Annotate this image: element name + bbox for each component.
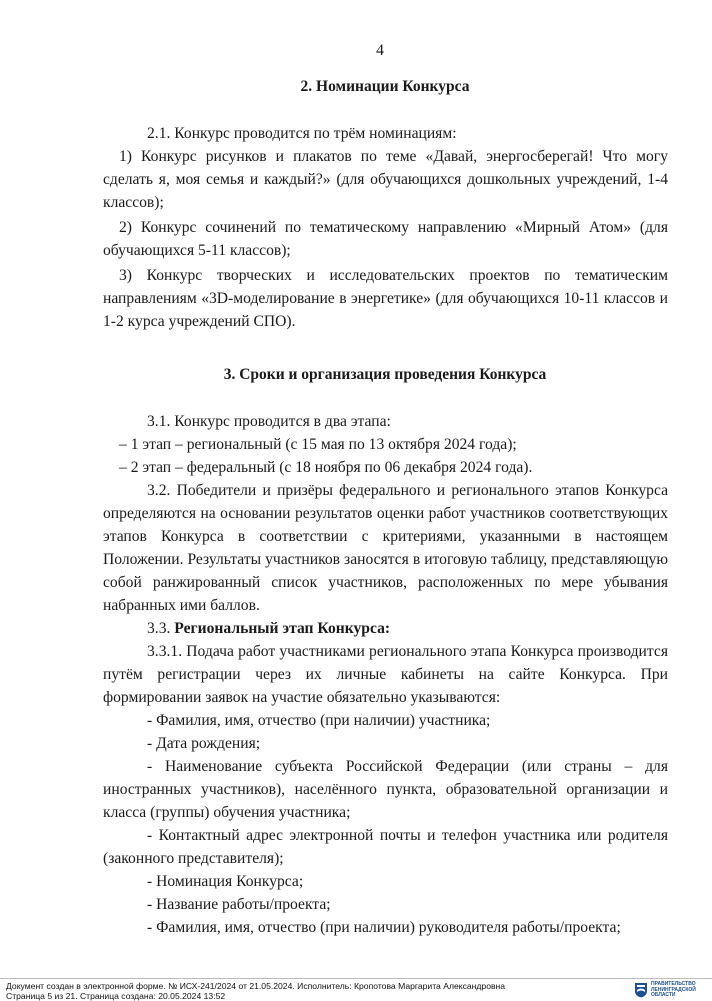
footer-divider [0,978,712,979]
list-item: – 1 этап – региональный (с 15 мая по 13 октября 2024 года); [119,436,517,453]
section-2-body [103,122,668,333]
list-item: - Дата рождения; [147,735,261,752]
coat-of-arms-icon [634,982,648,998]
section-2-title: 2. Номинации Конкурса [300,78,470,95]
government-logo [634,981,710,999]
paragraph: 2.1. Конкурс проводится по трём номинациям: [147,125,457,142]
footer [6,981,626,1001]
list-item: - Фамилия, имя, отчество (при наличии) участника; [147,712,491,729]
footer-line-2: Страница 5 из 21. Страница создана: 20.05.2024 13:52 [6,991,226,1001]
section-3-title: 3. Сроки и организация проведения Конкурса [223,366,547,383]
paragraph: 3) Конкурс творческих и исследовательских проектов по тематическим направлениям «3D-моделирование в энергетике» (для обучающихся 10-11 классов и 1-2 курса учреждений СПО). [103,267,668,330]
list-item: - Наименование субъекта Российской Федерации (или страны – для иностранных участников), населённого пункта, образовательной организации и класса (группы) обучения участника; [103,758,668,821]
logo-text: ПРАВИТЕЛЬСТВО ЛЕНИНГРАДСКОЙ ОБЛАСТИ [651,981,696,998]
paragraph: 3.2. Победители и призёры федерального и регионального этапов Конкурса определяются на основании результатов оценки работ участников соответствующих этапов Конкурса в соответствии с критериями, указанными в настоящем Положении. Результаты участников заносятся в итоговую таблицу, представляющую собой ранжированный список участников, расположенных по мере убывания набранных ими баллов. [103,482,668,614]
subsection-number: 3.3. [147,620,175,637]
page-number: 4 [376,42,384,59]
footer-line-1: Документ создан в электронной форме. № ИСХ-241/2024 от 21.05.2024. Исполнитель: Кропотова Маргарита Александровна [6,981,506,991]
list-item: - Номинация Конкурса; [147,873,304,890]
list-item: – 2 этап – федеральный (с 18 ноября по 06 декабря 2024 года). [119,459,533,476]
list-item: - Контактный адрес электронной почты и телефон участника или родителя (законного представителя); [103,827,668,867]
paragraph: 1) Конкурс рисунков и плакатов по теме «Давай, энергосберегай! Что могу сделать я, моя семья и каждый?» (для обучающихся дошкольных учреждений, 1-4 классов); [103,148,668,211]
paragraph: 3.3.1. Подача работ участниками регионального этапа Конкурса производится путём регистрации через их личные кабинеты на сайте Конкурса. При формировании заявок на участие обязательно указываются: [103,643,668,706]
paragraph [103,617,668,640]
paragraph: 3.1. Конкурс проводится в два этапа: [147,413,391,430]
list-item: - Фамилия, имя, отчество (при наличии) руководителя работы/проекта; [147,919,621,936]
subsection-title: Региональный этап Конкурса: [174,620,391,637]
list-item: - Название работы/проекта; [147,896,331,913]
paragraph: 2) Конкурс сочинений по тематическому направлению «Мирный Атом» (для обучающихся 5-11 классов); [103,219,668,259]
section-3-body [103,410,668,939]
